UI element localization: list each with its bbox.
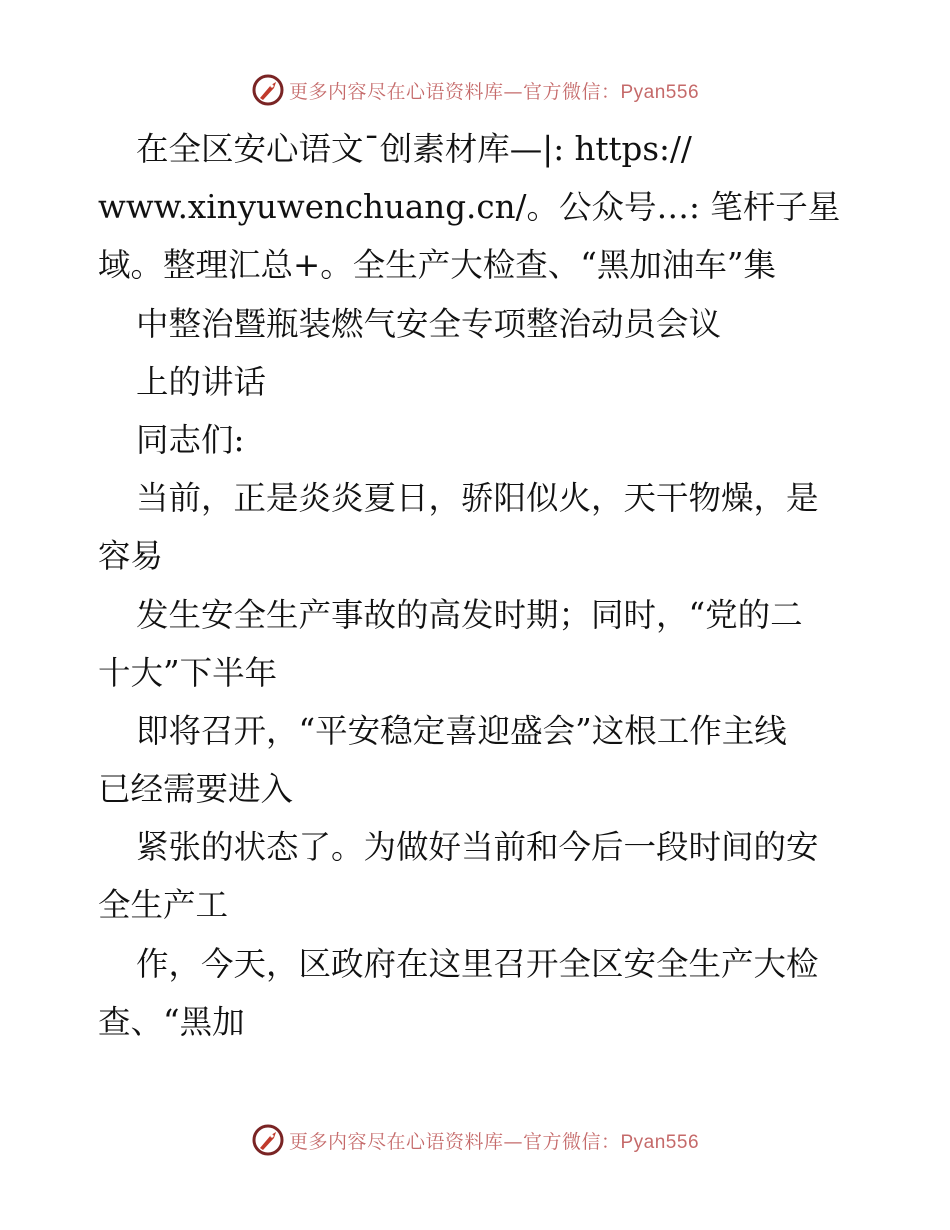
body-line: 作，今天，区政府在这里召开全区安全生产大检: [136, 944, 819, 983]
watermark-separator: —: [503, 80, 523, 103]
body-line: 紧张的状态了。为做好当前和今后一段时间的安: [136, 828, 819, 867]
body-line: 中整治暨瓶装燃气安全专项整治动员会议: [136, 304, 722, 343]
watermark-separator: —: [503, 1130, 523, 1153]
watermark-wechat-handle: Pyan556: [620, 81, 700, 103]
body-line: 同志们:: [136, 420, 245, 459]
body-line: 十大”下半年: [98, 653, 278, 692]
watermark-text: [289, 1127, 699, 1154]
body-line: 已经需要进入: [98, 770, 294, 809]
body-line: 域。整理汇总+。全生产大检查、“黑加油车”集: [98, 246, 776, 285]
header-watermark-banner: [0, 70, 950, 110]
body-line: 发生安全生产事故的高发时期；同时，“党的二: [136, 595, 803, 634]
watermark-text: [289, 77, 699, 104]
body-line: 在全区安心语文¯创素材库—|: https://: [136, 130, 692, 168]
body-line: 全生产工: [98, 886, 229, 925]
watermark-label: 更多内容尽在心语资料库: [288, 1130, 504, 1153]
body-line: 查、“黑加: [98, 1002, 245, 1041]
body-line: 即将召开，“平安稳定喜迎盛会”这根工作主线: [136, 711, 787, 750]
watermark-wechat-label: 官方微信：: [522, 1131, 621, 1153]
pen-nib-logo-icon: [251, 73, 285, 107]
body-line: www.xinyuwenchuang.cn/。公众号…: 笔杆子星: [98, 188, 841, 227]
body-line: 当前，正是炎炎夏日，骄阳似火，天干物燥，是: [136, 479, 819, 518]
watermark-label: 更多内容尽在心语资料库: [288, 80, 504, 103]
watermark-wechat-handle: Pyan556: [620, 1131, 700, 1153]
body-line: 容易: [98, 537, 164, 576]
body-line: 上的讲话: [136, 362, 267, 401]
watermark-wechat-label: 官方微信：: [522, 81, 621, 103]
document-body: [98, 120, 858, 1051]
footer-watermark-banner: [0, 1120, 950, 1160]
pen-nib-logo-icon: [251, 1123, 285, 1157]
